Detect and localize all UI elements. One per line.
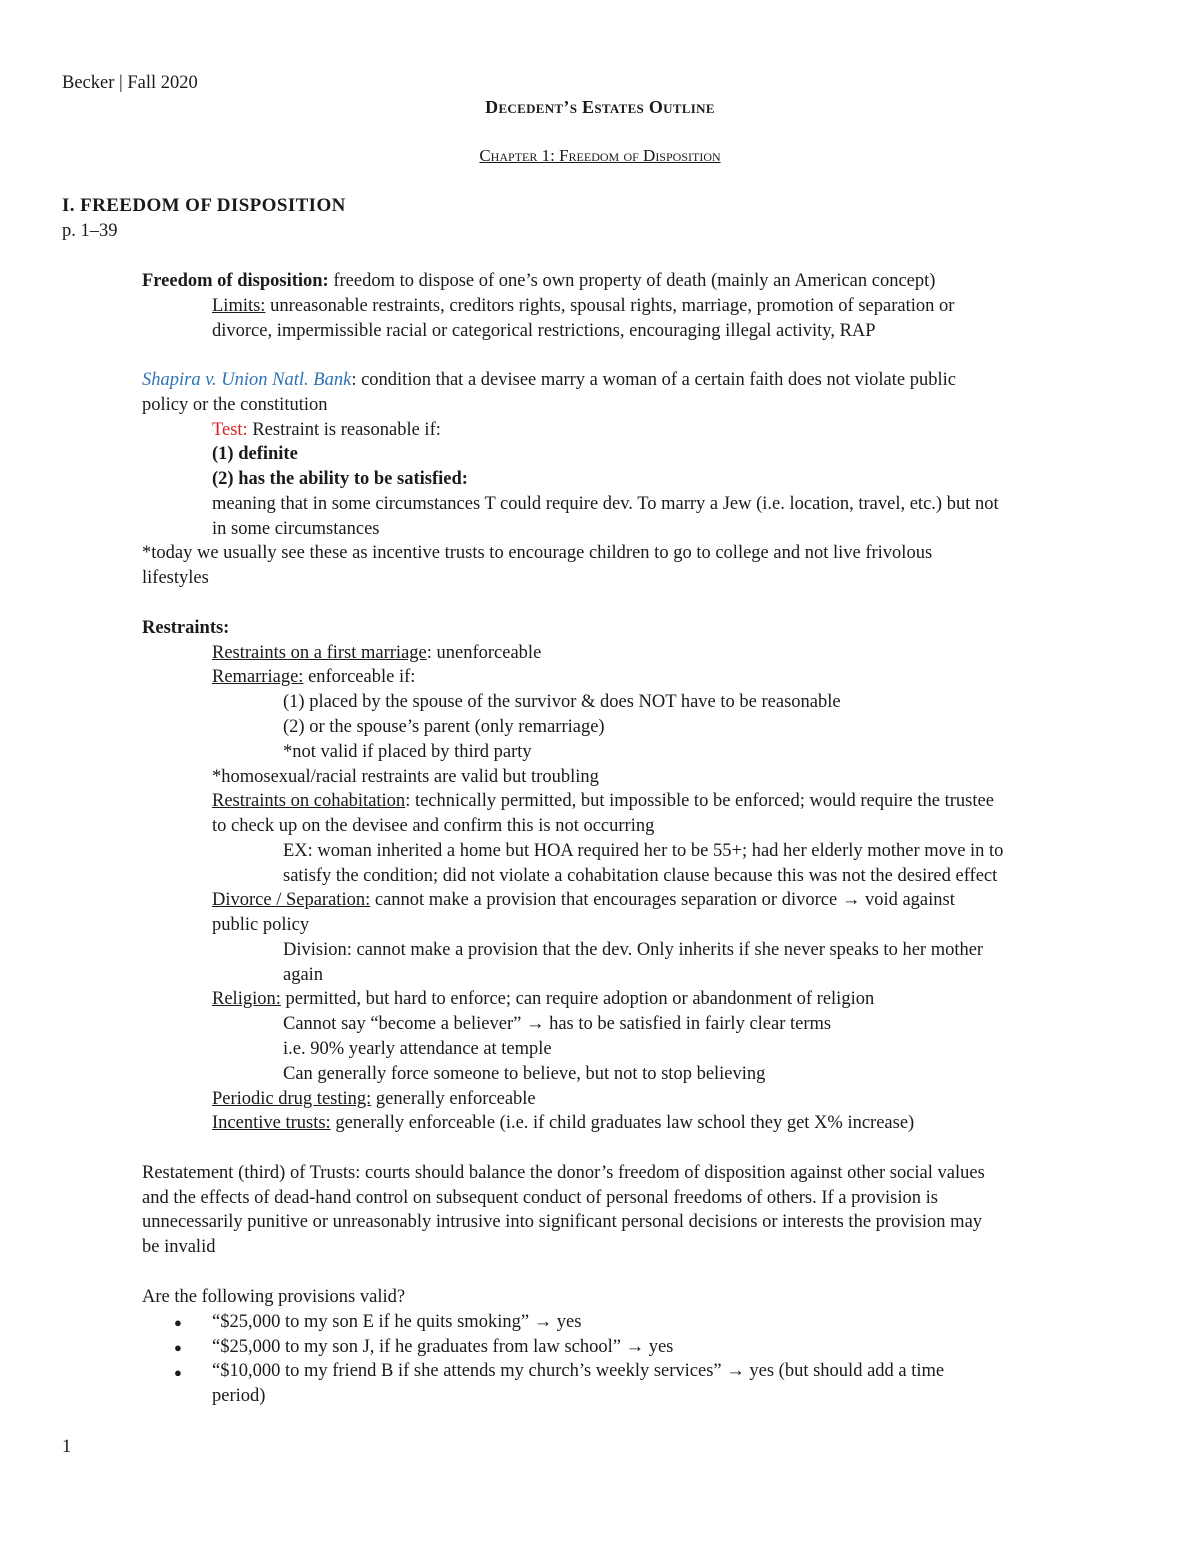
section-heading: I. FREEDOM OF DISPOSITION [62, 195, 346, 216]
cohabitation-text-1: : technically permitted, but impossible to be enforced; would require the trustee [405, 791, 994, 811]
note-line-1: *today we usually see these as incentive trusts to encourage children to go to college and not live frivolous [142, 543, 933, 563]
freedom-def: freedom to dispose of one’s own property of death (mainly an American concept) [328, 271, 936, 291]
shapira-line-1 [142, 369, 956, 391]
case-name: Shapira v. Union Natl. Bank [142, 370, 352, 390]
section-pages: p. 1–39 [62, 221, 118, 241]
provision-item-3b: period) [212, 1386, 266, 1406]
remarriage-item-1: (1) placed by the spouse of the survivor & does NOT have to be reasonable [283, 692, 841, 712]
remarriage-item-2: (2) or the spouse’s parent (only remarriage) [283, 717, 605, 737]
remarriage-text: enforceable if: [303, 667, 416, 687]
freedom-term: Freedom of disposition: [142, 271, 329, 291]
bullet-icon: ● [174, 1340, 182, 1355]
header-author: Becker | Fall 2020 [62, 73, 198, 93]
provision-item-3a: “$10,000 to my friend B if she attends my church’s weekly services” → yes (but should add a time [212, 1361, 945, 1381]
remarriage-line [212, 666, 415, 688]
divorce-line-2: public policy [212, 915, 310, 935]
drug-testing-label: Periodic drug testing: [212, 1089, 372, 1109]
religion-item-1: Cannot say “become a believer” → has to be satisfied in fairly clear terms [283, 1014, 832, 1034]
limits-text-1: unreasonable restraints, creditors rights, spousal rights, marriage, promotion of separation or [265, 296, 955, 316]
restatement-line-2: and the effects of dead-hand control on subsequent conduct of personal freedoms of others. If a provision is [142, 1188, 938, 1208]
restatement-line-4: be invalid [142, 1237, 216, 1257]
restraints-heading: Restraints: [142, 618, 230, 638]
condition-1: (1) definite [212, 444, 298, 464]
shapira-text-1: : condition that a devisee marry a woman of a certain faith does not violate public [351, 370, 956, 390]
meaning-line-2: in some circumstances [212, 519, 380, 539]
test-line [212, 419, 441, 441]
provisions-question: Are the following provisions valid? [142, 1287, 406, 1307]
chapter-title: Chapter 1: Freedom of Disposition [479, 146, 721, 165]
limits-line-1 [212, 295, 954, 317]
divorce-line-1 [212, 889, 955, 911]
divorce-text-1: cannot make a provision that encourages separation or divorce → void against [370, 890, 955, 910]
incentive-trusts-line [212, 1112, 914, 1134]
bullet-icon: ● [174, 1315, 182, 1330]
religion-text: permitted, but hard to enforce; can require adoption or abandonment of religion [280, 989, 875, 1009]
remarriage-label: Remarriage: [212, 667, 304, 687]
first-marriage-text: : unenforceable [426, 643, 542, 663]
religion-line [212, 988, 874, 1010]
cohabitation-label: Restraints on cohabitation [212, 791, 406, 811]
test-label: Test: [212, 420, 248, 440]
example-line-1: EX: woman inherited a home but HOA required her to be 55+; had her elderly mother move in to [283, 841, 1004, 861]
cohabitation-line-2: to check up on the devisee and confirm this is not occurring [212, 816, 655, 836]
example-line-2: satisfy the condition; did not violate a cohabitation clause because this was not the desired effect [283, 866, 998, 886]
homosexual-note: *homosexual/racial restraints are valid but troubling [212, 767, 599, 787]
provision-item-1: “$25,000 to my son E if he quits smoking” → yes [212, 1312, 582, 1332]
limits-label: Limits: [212, 296, 266, 316]
page-number: 1 [62, 1437, 72, 1457]
first-marriage-label: Restraints on a first marriage [212, 643, 427, 663]
meaning-line-1: meaning that in some circumstances T could require dev. To marry a Jew (i.e. location, travel, etc.) but not [212, 494, 999, 514]
incentive-trusts-label: Incentive trusts: [212, 1113, 331, 1133]
division-line-1: Division: cannot make a provision that the dev. Only inherits if she never speaks to her mother [283, 940, 984, 960]
bullet-icon: ● [174, 1365, 182, 1380]
note-line-2: lifestyles [142, 568, 209, 588]
drug-testing-text: generally enforceable [371, 1089, 536, 1109]
religion-item-2: i.e. 90% yearly attendance at temple [283, 1039, 552, 1059]
document-title: Decedent’s Estates Outline [485, 97, 715, 117]
limits-line-2: divorce, impermissible racial or categorical restrictions, encouraging illegal activity, RAP [212, 321, 876, 341]
first-marriage-line [212, 642, 541, 664]
incentive-trusts-text: generally enforceable (i.e. if child graduates law school they get X% increase) [330, 1113, 915, 1133]
condition-2: (2) has the ability to be satisfied: [212, 469, 468, 489]
divorce-label: Divorce / Separation: [212, 890, 371, 910]
religion-label: Religion: [212, 989, 281, 1009]
provision-item-2: “$25,000 to my son J, if he graduates from law school” → yes [212, 1337, 674, 1357]
drug-testing-line [212, 1088, 536, 1110]
restatement-line-3: unnecessarily punitive or unreasonably intrusive into significant personal decisions or interests the provision may [142, 1212, 983, 1232]
remarriage-item-3: *not valid if placed by third party [283, 742, 532, 762]
restatement-line-1: Restatement (third) of Trusts: courts should balance the donor’s freedom of disposition against other social values [142, 1163, 985, 1183]
religion-item-3: Can generally force someone to believe, but not to stop believing [283, 1064, 766, 1084]
cohabitation-line-1 [212, 790, 994, 812]
freedom-definition [142, 270, 935, 292]
shapira-line-2: policy or the constitution [142, 395, 328, 415]
division-line-2: again [283, 965, 324, 985]
test-text: Restraint is reasonable if: [247, 420, 441, 440]
